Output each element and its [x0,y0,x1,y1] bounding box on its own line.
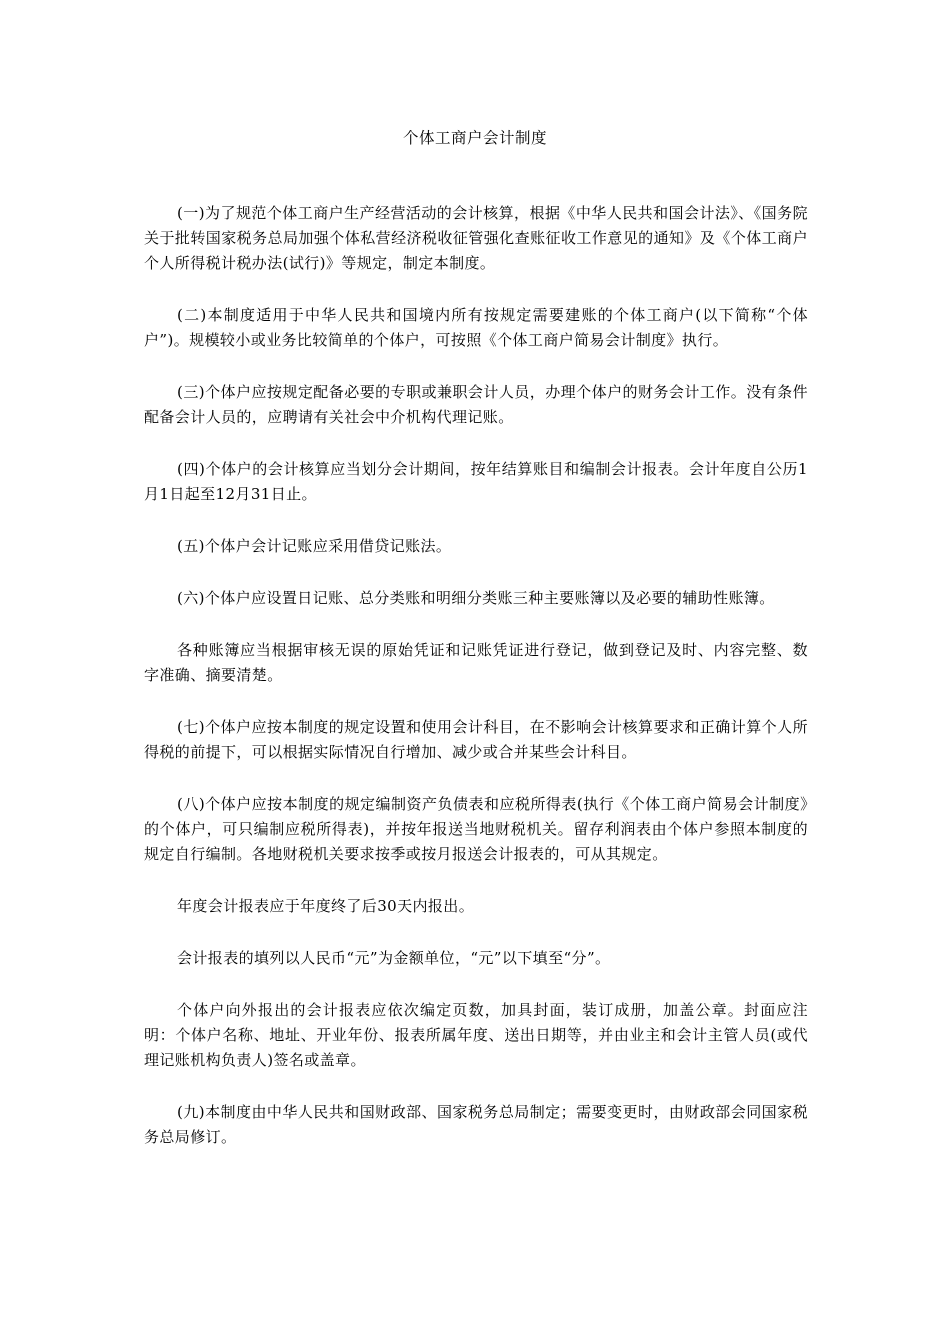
paragraph-4: (四)个体户的会计核算应当划分会计期间，按年结算账目和编制会计报表。会计年度自公历1月1日起至12月31日止。 [144,460,808,503]
document-title: 个体工商户会计制度 [402,129,547,147]
paragraph-8: (七)个体户应按本制度的规定设置和使用会计科目，在不影响会计核算要求和正确计算个人所得税的前提下，可以根据实际情况自行增加、减少或合并某些会计科目。 [144,718,808,761]
paragraph-10: 年度会计报表应于年度终了后30天内报出。 [177,897,475,915]
paragraph-12: 个体户向外报出的会计报表应依次编定页数，加具封面，装订成册，加盖公章。封面应注明：个体户名称、地址、开业年份、报表所属年度、送出日期等，并由业主和会计主管人员(或代理记账机构负责人)签名或盖章。 [144,1001,808,1069]
paragraph-5: (五)个体户会计记账应采用借贷记账法。 [177,537,452,555]
paragraph-2: (二)本制度适用于中华人民共和国境内所有按规定需要建账的个体工商户(以下简称“个体户”)。规模较小或业务比较简单的个体户，可按照《个体工商户简易会计制度》执行。 [144,306,808,349]
paragraph-3: (三)个体户应按规定配备必要的专职或兼职会计人员，办理个体户的财务会计工作。没有条件配备会计人员的，应聘请有关社会中介机构代理记账。 [144,383,808,426]
paragraph-6: (六)个体户应设置日记账、总分类账和明细分类账三种主要账簿以及必要的辅助性账簿。 [177,589,775,607]
paragraph-11: 会计报表的填列以人民币“元”为金额单位，“元”以下填至“分”。 [177,949,611,967]
paragraph-7: 各种账簿应当根据审核无误的原始凭证和记账凭证进行登记，做到登记及时、内容完整、数字准确、摘要清楚。 [144,641,808,684]
paragraph-9: (八)个体户应按本制度的规定编制资产负债表和应税所得表(执行《个体工商户简易会计制度》的个体户，可只编制应税所得表)，并按年报送当地财税机关。留存利润表由个体户参照本制度的规定自行编制。各地财税机关要求按季或按月报送会计报表的，可从其规定。 [144,795,808,863]
paragraph-1: (一)为了规范个体工商户生产经营活动的会计核算，根据《中华人民共和国会计法》、《国务院关于批转国家税务总局加强个体私营经济税收征管强化查账征收工作意见的通知》及《个体工商户个人所得税计税办法(试行)》等规定，制定本制度。 [144,204,808,272]
paragraph-13: (九)本制度由中华人民共和国财政部、国家税务总局制定；需要变更时，由财政部会同国家税务总局修订。 [144,1103,808,1146]
document-body [144,201,808,1177]
